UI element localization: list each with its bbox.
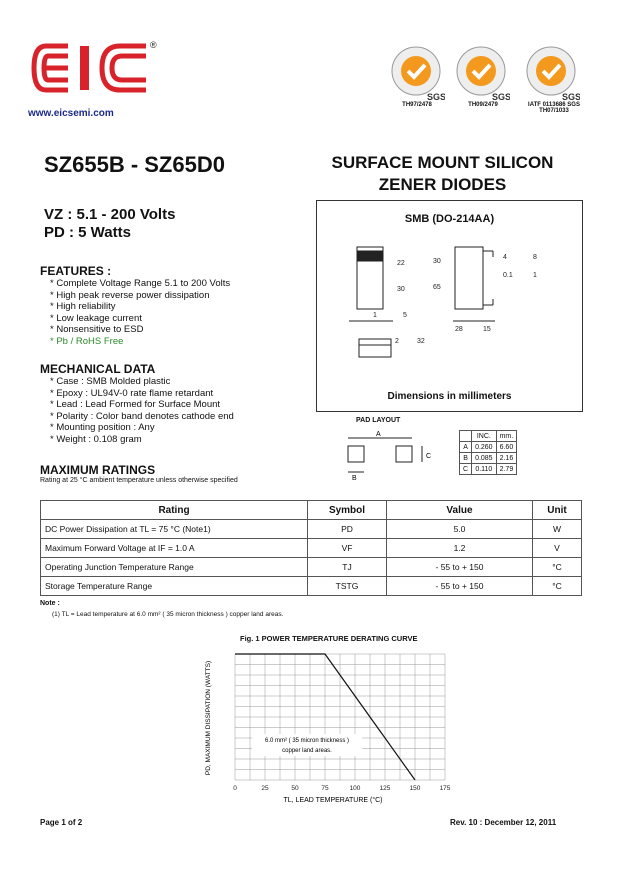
sgs-cert-badge-3: [522, 45, 580, 103]
chart-annotation-2: copper land areas.: [282, 748, 332, 754]
chart-title: Fig. 1 POWER TEMPERATURE DERATING CURVE: [240, 634, 418, 643]
mech-item: * Weight : 0.108 gram: [50, 433, 142, 445]
features-heading: FEATURES :: [40, 264, 112, 278]
eic-logo: [28, 38, 158, 98]
x-tick-label: 150: [409, 785, 421, 792]
description-line-2: ZENER DIODES: [378, 175, 507, 194]
pad-layout-drawing: [340, 428, 440, 484]
dim-label: 1: [533, 272, 537, 279]
x-tick-label: 0: [233, 785, 237, 792]
pad-dimension-table: INC. mm. A 0.260 6.60 B 0.085 2.16 C 0.110 2.79: [459, 430, 517, 475]
package-name: SMB (DO-214AA): [404, 213, 495, 225]
rohs-item: * Pb / RoHS Free: [50, 335, 124, 347]
website-url[interactable]: www.eicsemi.com: [28, 108, 114, 119]
chart-xlabel: TL, LEAD TEMPERATURE (°C): [283, 797, 383, 804]
ratings-table: [40, 500, 582, 596]
features-section: [40, 264, 310, 348]
feature-item: * High peak reverse power dissipation: [50, 289, 210, 301]
chart-ylabel: PD, MAXIMUM DISSIPATION (WATTS): [205, 660, 212, 776]
cert-caption-1: TH97/2478: [402, 102, 432, 108]
derating-chart: [190, 646, 480, 806]
dim-label: 8: [533, 254, 537, 261]
mech-item: * Lead : Lead Formed for Surface Mount: [50, 399, 221, 411]
dim-label: 5: [403, 312, 407, 319]
product-description: [300, 152, 585, 196]
x-tick-label: 75: [321, 785, 329, 792]
sgs-cert-badge-1: [387, 45, 445, 103]
pad-label-a: A: [376, 431, 381, 438]
pad-layout-title: PAD LAYOUT: [356, 417, 401, 424]
max-ratings-sub: Rating at 25 °C ambient temperature unless otherwise specified: [40, 477, 238, 484]
x-tick-label: 100: [349, 785, 361, 792]
part-number-title: SZ655B - SZ65D0: [44, 152, 225, 177]
dim-label: 28: [455, 326, 463, 333]
x-tick-label: 50: [291, 785, 299, 792]
mech-item: * Epoxy : UL94V-0 rate flame retardant: [50, 387, 214, 399]
feature-item: * Complete Voltage Range 5.1 to 200 Volts: [50, 278, 231, 289]
svg-text:SGS: SGS: [492, 92, 510, 102]
mechanical-section: [40, 362, 310, 446]
page-number: Page 1 of 2: [40, 818, 83, 827]
table-row: Maximum Forward Voltage at IF = 1.0 A VF 1.2 V: [41, 539, 582, 558]
dim-label: 0.1: [503, 272, 513, 279]
svg-text:®: ®: [150, 40, 157, 50]
table-header-row: Rating Symbol Value Unit: [41, 501, 582, 520]
table-row: Storage Temperature Range TSTG - 55 to + 150 °C: [41, 577, 582, 596]
feature-item: * High reliability: [50, 301, 116, 313]
x-tick-label: 125: [379, 785, 391, 792]
dim-label: 1: [373, 312, 377, 319]
mech-item: * Mounting position : Any: [50, 422, 155, 434]
mech-item: * Polarity : Color band denotes cathode end: [50, 410, 234, 422]
dim-label: 2: [395, 338, 399, 345]
dim-label: 22: [397, 260, 405, 267]
svg-text:SGS: SGS: [562, 92, 580, 102]
package-drawing: [337, 237, 567, 387]
sgs-cert-badge-2: [452, 45, 510, 103]
max-ratings-title: MAXIMUM RATINGS: [40, 463, 156, 477]
revision-date: Rev. 10 : December 12, 2011: [450, 818, 557, 827]
pad-label-c: C: [426, 453, 432, 460]
chart-annotation-1: 6.0 mm² ( 35 micron thickness ): [264, 738, 350, 744]
dim-label: 15: [483, 326, 491, 333]
package-outline-box: [316, 200, 583, 412]
cert-caption-3: IATF 0113686 SGS TH07/1033: [528, 102, 580, 114]
x-tick-label: 25: [261, 785, 269, 792]
power-spec: PD : 5 Watts: [44, 224, 131, 241]
description-line-1: SURFACE MOUNT SILICON: [331, 153, 554, 172]
dim-label: 4: [503, 254, 507, 261]
pad-label-b: B: [352, 475, 357, 482]
dim-label: 32: [417, 338, 425, 345]
table-row: DC Power Dissipation at TL = 75 °C (Note1) PD 5.0 W: [41, 520, 582, 539]
cert-caption-2: TH09/2479: [468, 102, 498, 108]
x-tick-label: 175: [439, 785, 451, 792]
max-ratings-heading: [40, 463, 238, 484]
mechanical-heading: MECHANICAL DATA: [40, 362, 156, 376]
svg-text:SGS: SGS: [427, 92, 445, 102]
mech-item: * Case : SMB Molded plastic: [50, 376, 171, 387]
dim-label: 65: [433, 284, 441, 291]
dim-label: 30: [397, 286, 405, 293]
zener-voltage-spec: VZ : 5.1 - 200 Volts: [44, 206, 176, 223]
note-text: (1) TL = Lead temperature at 6.0 mm² ( 35 micron thickness ) copper land areas.: [52, 611, 284, 618]
dim-label: 30: [433, 258, 441, 265]
note-label: Note :: [40, 600, 60, 607]
feature-item: * Nonsensitive to ESD: [50, 324, 144, 336]
dimensions-caption: Dimensions in millimeters: [387, 391, 512, 402]
table-row: Operating Junction Temperature Range TJ - 55 to + 150 °C: [41, 558, 582, 577]
feature-item: * Low leakage current: [50, 312, 142, 324]
